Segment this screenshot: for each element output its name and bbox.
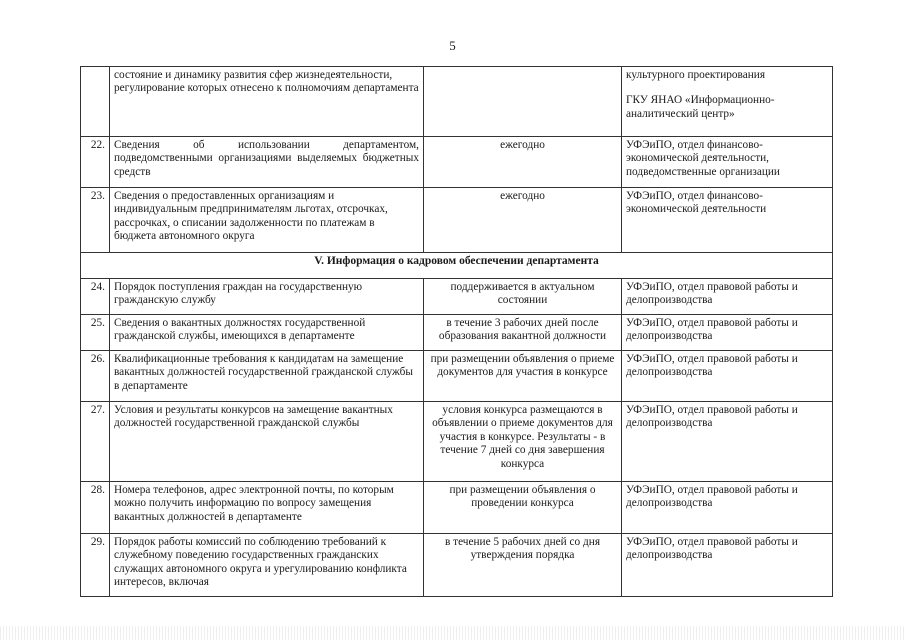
responsible-cell: УФЭиПО, отдел правовой работы и делопроизводства (622, 279, 833, 315)
table-row (81, 188, 833, 253)
responsible-text: культурного проектирования (626, 69, 766, 81)
scan-edge-noise (0, 626, 905, 640)
responsible-cell: УФЭиПО, отдел правовой работы и делопроизводства (622, 315, 833, 351)
table-row (81, 137, 833, 188)
frequency-cell (424, 67, 622, 137)
table-row (81, 315, 833, 351)
info-cell: состояние и динамику развития сфер жизнедеятельности, регулирование которых отнесено к полномочиям департамента (110, 67, 424, 137)
frequency-cell: условия конкурса размещаются в объявлении о приеме документов для участия в конкурсе. Результаты - в течение 7 дней со дня завершения конкурса (424, 402, 622, 482)
information-table (80, 66, 833, 597)
info-cell: Сведения об использовании департаментом, подведомственными организациями выделяемых бюджетных средств (110, 137, 424, 188)
frequency-cell: при размещении объявления о проведении конкурса (424, 482, 622, 534)
responsible-cell: УФЭиПО, отдел правовой работы и делопроизводства (622, 402, 833, 482)
table-row (81, 351, 833, 402)
section-header-row (81, 253, 833, 279)
responsible-text: ГКУ ЯНАО «Информационно-аналитический центр» (626, 94, 775, 120)
info-cell: Номера телефонов, адрес электронной почты, по которым можно получить информацию по вопросу замещения вакантных должностей в департаменте (110, 482, 424, 534)
section-title: V. Информация о кадровом обеспечении департамента (81, 253, 833, 279)
row-number: 26. (81, 351, 110, 402)
row-number: 22. (81, 137, 110, 188)
frequency-cell: в течение 3 рабочих дней после образования вакантной должности (424, 315, 622, 351)
row-number: 27. (81, 402, 110, 482)
row-number: 24. (81, 279, 110, 315)
info-cell: Порядок поступления граждан на государственную гражданскую службу (110, 279, 424, 315)
row-number: 25. (81, 315, 110, 351)
frequency-cell: ежегодно (424, 188, 622, 253)
responsible-cell: УФЭиПО, отдел финансово-экономической деятельности, подведомственные организации (622, 137, 833, 188)
frequency-cell: при размещении объявления о приеме документов для участия в конкурсе (424, 351, 622, 402)
responsible-cell (622, 67, 833, 137)
table-row (81, 279, 833, 315)
responsible-cell: УФЭиПО, отдел правовой работы и делопроизводства (622, 482, 833, 534)
frequency-cell: поддерживается в актуальном состоянии (424, 279, 622, 315)
responsible-cell: УФЭиПО, отдел правовой работы и делопроизводства (622, 534, 833, 597)
frequency-cell: в течение 5 рабочих дней со дня утверждения порядка (424, 534, 622, 597)
info-cell: Порядок работы комиссий по соблюдению требований к служебному поведению государственных гражданских служащих автономного округа и урегулированию конфликта интересов, включая (110, 534, 424, 597)
table-row (81, 402, 833, 482)
page-number: 5 (449, 38, 456, 53)
info-cell: Условия и результаты конкурсов на замещение вакантных должностей государственной гражданской службы (110, 402, 424, 482)
info-cell: Сведения о предоставленных организациям и индивидуальным предпринимателям льготах, отсрочках, рассрочках, о списании задолженности по платежам в бюджета автономного округа (110, 188, 424, 253)
table-row-continuation (81, 67, 833, 137)
table-row (81, 534, 833, 597)
info-cell: Квалификационные требования к кандидатам на замещение вакантных должностей государственной гражданской службы в департаменте (110, 351, 424, 402)
row-number: 23. (81, 188, 110, 253)
frequency-cell: ежегодно (424, 137, 622, 188)
row-number: 28. (81, 482, 110, 534)
info-cell: Сведения о вакантных должностях государственной гражданской службы, имеющихся в департаменте (110, 315, 424, 351)
row-number-cell (81, 67, 110, 137)
row-number: 29. (81, 534, 110, 597)
responsible-cell: УФЭиПО, отдел правовой работы и делопроизводства (622, 351, 833, 402)
responsible-cell: УФЭиПО, отдел финансово-экономической деятельности (622, 188, 833, 253)
table-row (81, 482, 833, 534)
